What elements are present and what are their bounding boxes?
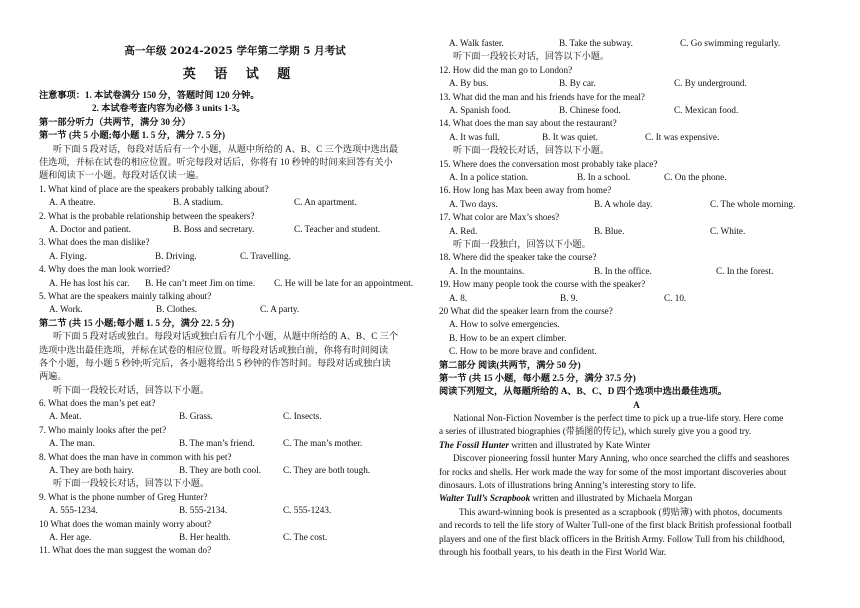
option-c[interactable]: C. How to be more brave and confident. [449, 346, 597, 357]
question-14-stem: 14. What does the man say about the restaurant? [439, 118, 617, 129]
option-b[interactable]: B. Her health. [179, 532, 231, 543]
book-1-byline: written and illustrated by Kate Winter [508, 439, 651, 450]
reading-instruction: 阅读下列短文，从每题所给的 A、B、C、D 四个选项中选出最佳选项。 [439, 386, 727, 397]
question-12-options [439, 77, 834, 90]
question-8-stem: 8. What does the man have in common with his pet? [39, 451, 232, 462]
option-b[interactable]: B. A whole day. [594, 198, 653, 209]
question-13-options [439, 104, 834, 117]
question-2-options [39, 223, 421, 236]
option-b[interactable]: B. 9. [560, 292, 578, 303]
book-2-description: and records to tell the life story of Walter Tull-one of the first black British professional football [439, 520, 792, 531]
option-a[interactable]: A. Walk faster. [449, 38, 504, 48]
option-c[interactable]: C. The cost. [283, 532, 328, 543]
book-2-byline: written and illustrated by Michaela Morgan [530, 493, 693, 504]
section1-instruction: 听下面 5 段对话，每段对话后有一个小题，从题中所给的 A、B、C 三个选项中选出最 [53, 143, 399, 154]
option-a[interactable]: A. How to solve emergencies. [449, 319, 560, 330]
option-a[interactable]: A. In a police station. [449, 171, 529, 182]
question-11-options [439, 37, 834, 50]
option-b[interactable]: B. 555-2134. [179, 505, 228, 516]
book-2-heading [439, 492, 834, 505]
right-column [439, 37, 834, 559]
question-17-options [439, 225, 834, 238]
notice-1: 注意事项：1. 本试卷满分 150 分，答题时间 120 分钟。 [39, 90, 260, 100]
option-a[interactable]: A. By bus. [449, 78, 489, 89]
question-7-stem: 7. Who mainly looks after the pet? [39, 424, 167, 435]
part2-section1-heading: 第一节 (共 15 小题，每小题 2.5 分，满分 37.5 分) [439, 372, 636, 383]
question-13-stem: 13. What did the man and his friends have for the meal? [439, 91, 645, 102]
question-9-options [39, 504, 421, 517]
question-12-stem: 12. How did the man go to London? [439, 64, 573, 75]
question-15-options [439, 171, 834, 184]
option-b[interactable]: B. The man’s friend. [179, 438, 255, 449]
option-b[interactable]: B. Blue. [594, 225, 625, 236]
option-b[interactable]: B. It was quiet. [542, 131, 598, 142]
option-b[interactable]: B. Boss and secretary. [173, 223, 255, 234]
question-4-options [39, 277, 421, 290]
question-5-stem: 5. What are the speakers mainly talking about? [39, 290, 212, 301]
option-a[interactable]: A. Doctor and patient. [49, 223, 131, 234]
option-c[interactable]: C. 555-1243. [283, 505, 332, 516]
option-c[interactable]: C. Travelling. [240, 250, 291, 261]
option-c[interactable]: C. By underground. [674, 78, 747, 89]
notice-2: 2. 本试卷考查内容为必修 3 units 1-3。 [92, 103, 246, 114]
book-2-description: players and one of the first black officers in the British Army. Follow Tull from his childhood, [439, 533, 785, 544]
question-3-options [39, 250, 421, 263]
section2-instruction: 两遍。 [39, 371, 67, 382]
option-c[interactable]: C. White. [710, 225, 746, 236]
question-5-options [39, 303, 421, 316]
option-a[interactable]: A. He has lost his car. [49, 277, 130, 288]
question-18-options [439, 265, 834, 278]
listen-direction: 听下面一段较长对话，回答以下小题。 [453, 145, 610, 156]
option-c[interactable]: C. Mexican food. [674, 104, 739, 115]
section1-instruction: 题和阅读下一小题。每段对话仅读一遍。 [39, 170, 205, 181]
option-c[interactable]: C. An apartment. [294, 197, 357, 208]
option-c[interactable]: C. Insects. [283, 411, 322, 422]
option-c[interactable]: C. A party. [260, 304, 300, 315]
option-b[interactable]: B. Chinese food. [559, 104, 621, 115]
section2-instruction: 听下面 5 段对话或独白。每段对话或独白后有几个小题，从题中所给的 A、B、C 三个 [53, 331, 399, 342]
question-19-stem: 19. How many people took the course with the speaker? [439, 279, 646, 290]
option-b[interactable]: B. Driving. [155, 250, 197, 261]
book-2-description: through his football years, to his death in the First World War. [439, 546, 667, 557]
option-a[interactable]: A. Her age. [49, 532, 92, 543]
option-b[interactable]: B. How to be an expert climber. [449, 332, 567, 343]
option-a[interactable]: A. Two days. [449, 198, 498, 209]
question-7-options [39, 437, 421, 450]
option-b[interactable]: B. They are both cool. [179, 465, 261, 476]
option-b[interactable]: B. Take the subway. [559, 38, 633, 48]
book-1-description: dinosaurs. Lots of illustrations bring Anning’s interesting story to life. [439, 480, 696, 491]
section1-instruction: 佳选项，并标在试卷的相应位置。听完每段对话后，你将有 10 秒钟的时间来回答有关小 [39, 156, 393, 167]
question-19-options [439, 292, 834, 305]
passage-label: A [633, 399, 640, 410]
option-a[interactable]: A. They are both hairy. [49, 465, 134, 476]
listen-direction: 听下面一段较长对话，回答以下小题。 [53, 478, 210, 489]
option-c[interactable]: C. He will be late for an appointment. [274, 277, 414, 288]
option-b[interactable]: B. Clothes. [156, 304, 198, 315]
part1-heading: 第一部分听力（共两节，满分 30 分） [39, 116, 191, 127]
question-1-options [39, 196, 421, 209]
section2-instruction: 选项中选出最佳选项，并标在试卷的相应位置。听每段对话或独白前，你将有时间阅读 [39, 344, 389, 355]
question-10-options [39, 531, 421, 544]
option-c[interactable]: C. They are both tough. [283, 465, 371, 476]
option-c[interactable]: C. On the phone. [664, 171, 727, 182]
passage-intro: National Non-Fiction November is the perfect time to pick up a true-life story. Here come [453, 413, 784, 424]
book-1-description: Discover pioneering fossil hunter Mary Anning, who once searched the cliffs and seashores [453, 453, 790, 464]
question-6-options [39, 410, 421, 423]
book-1-description: for rocks and shells. Her work made the way for some of the most important discoveries about [439, 466, 787, 477]
part2-heading: 第二部分 阅读(共两节，满分 50 分) [439, 359, 581, 370]
option-a[interactable]: A. Flying. [49, 250, 87, 261]
option-b[interactable]: B. By car. [559, 78, 596, 89]
option-c[interactable]: C. In the forest. [716, 265, 774, 276]
option-a[interactable]: A. Work. [49, 304, 83, 315]
question-16-stem: 16. How long has Max been away from home? [439, 185, 612, 196]
option-a[interactable]: A. The man. [49, 438, 95, 449]
option-a[interactable]: A. A theatre. [49, 197, 96, 208]
option-b[interactable]: B. Grass. [179, 411, 213, 422]
passage-intro: a series of illustrated biographies (带插图的传记), which surely give you a good try. [439, 426, 752, 437]
question-18-stem: 18. Where did the speaker take the course? [439, 252, 597, 263]
option-a[interactable]: A. Red. [449, 225, 478, 236]
option-c[interactable]: C. It was expensive. [645, 131, 720, 142]
question-11-stem: 11. What does the man suggest the woman do? [39, 545, 212, 556]
question-17-stem: 17. What color are Max’s shoes? [439, 212, 560, 223]
option-b[interactable]: B. He can’t meet Jim on time. [145, 277, 256, 288]
question-20-stem: 20 What did the speaker learn from the course? [439, 305, 613, 316]
option-c[interactable]: C. 10. [664, 292, 687, 303]
option-c[interactable]: C. Go swimming regularly. [680, 38, 781, 48]
part1-section2-heading: 第二节 (共 15 小题;每小题 1. 5 分，满分 22. 5 分) [39, 317, 235, 328]
listen-direction: 听下面一段独白，回答以下小题。 [453, 238, 591, 249]
book-1-title: The Fossil Hunter [439, 439, 509, 450]
section2-instruction: 各个小题，每小题 5 秒钟;听完后，各小题将给出 5 秒钟的作答时间。每段对话或独白读 [39, 357, 391, 368]
book-1-heading [439, 439, 834, 452]
option-b[interactable]: B. In a school. [577, 171, 631, 182]
option-c[interactable]: C. The man’s mother. [283, 438, 363, 449]
listen-direction: 听下面一段较长对话，回答以下小题。 [453, 51, 610, 62]
option-a[interactable]: A. 8. [449, 292, 468, 303]
question-9-stem: 9. What is the phone number of Greg Hunter? [39, 491, 208, 502]
option-a[interactable]: A. In the mountains. [449, 265, 525, 276]
question-8-options [39, 464, 421, 477]
question-1-stem: 1. What kind of place are the speakers probably talking about? [39, 183, 269, 194]
question-15-stem: 15. Where does the conversation most probably take place? [439, 158, 658, 169]
option-c[interactable]: C. Teacher and student. [294, 223, 381, 234]
subject-title: 英 语 试 题 [182, 67, 298, 82]
question-16-options [439, 198, 834, 211]
listen-direction: 听下面一段较长对话，回答以下小题。 [53, 384, 210, 395]
question-6-stem: 6. What does the man’s pet eat? [39, 398, 156, 409]
left-column [39, 37, 421, 558]
option-c[interactable]: C. The whole morning. [710, 198, 796, 209]
book-2-description: This award-winning book is presented as a scrapbook (剪贴簿) with photos, documents [459, 506, 783, 517]
book-2-title: Walter Tull’s Scrapbook [439, 493, 531, 504]
question-14-options [439, 131, 834, 144]
option-a[interactable]: A. It was full. [449, 131, 500, 142]
question-2-stem: 2. What is the probable relationship between the speakers? [39, 210, 255, 221]
question-4-stem: 4. Why does the man look worried? [39, 264, 171, 275]
question-10-stem: 10 What does the woman mainly worry about? [39, 518, 212, 529]
option-a[interactable]: A. 555-1234. [49, 505, 98, 516]
option-a[interactable]: A. Spanish food. [449, 104, 511, 115]
question-3-stem: 3. What does the man dislike? [39, 237, 150, 248]
option-a[interactable]: A. Meat. [49, 411, 82, 422]
option-b[interactable]: B. In the office. [594, 265, 652, 276]
exam-title: 高一年级 2024-2025 学年第二学期 5 月考试 [124, 45, 346, 57]
part1-section1-heading: 第一节 (共 5 小题;每小题 1. 5 分，满分 7. 5 分) [39, 130, 226, 141]
option-b[interactable]: B. A stadium. [173, 197, 224, 208]
